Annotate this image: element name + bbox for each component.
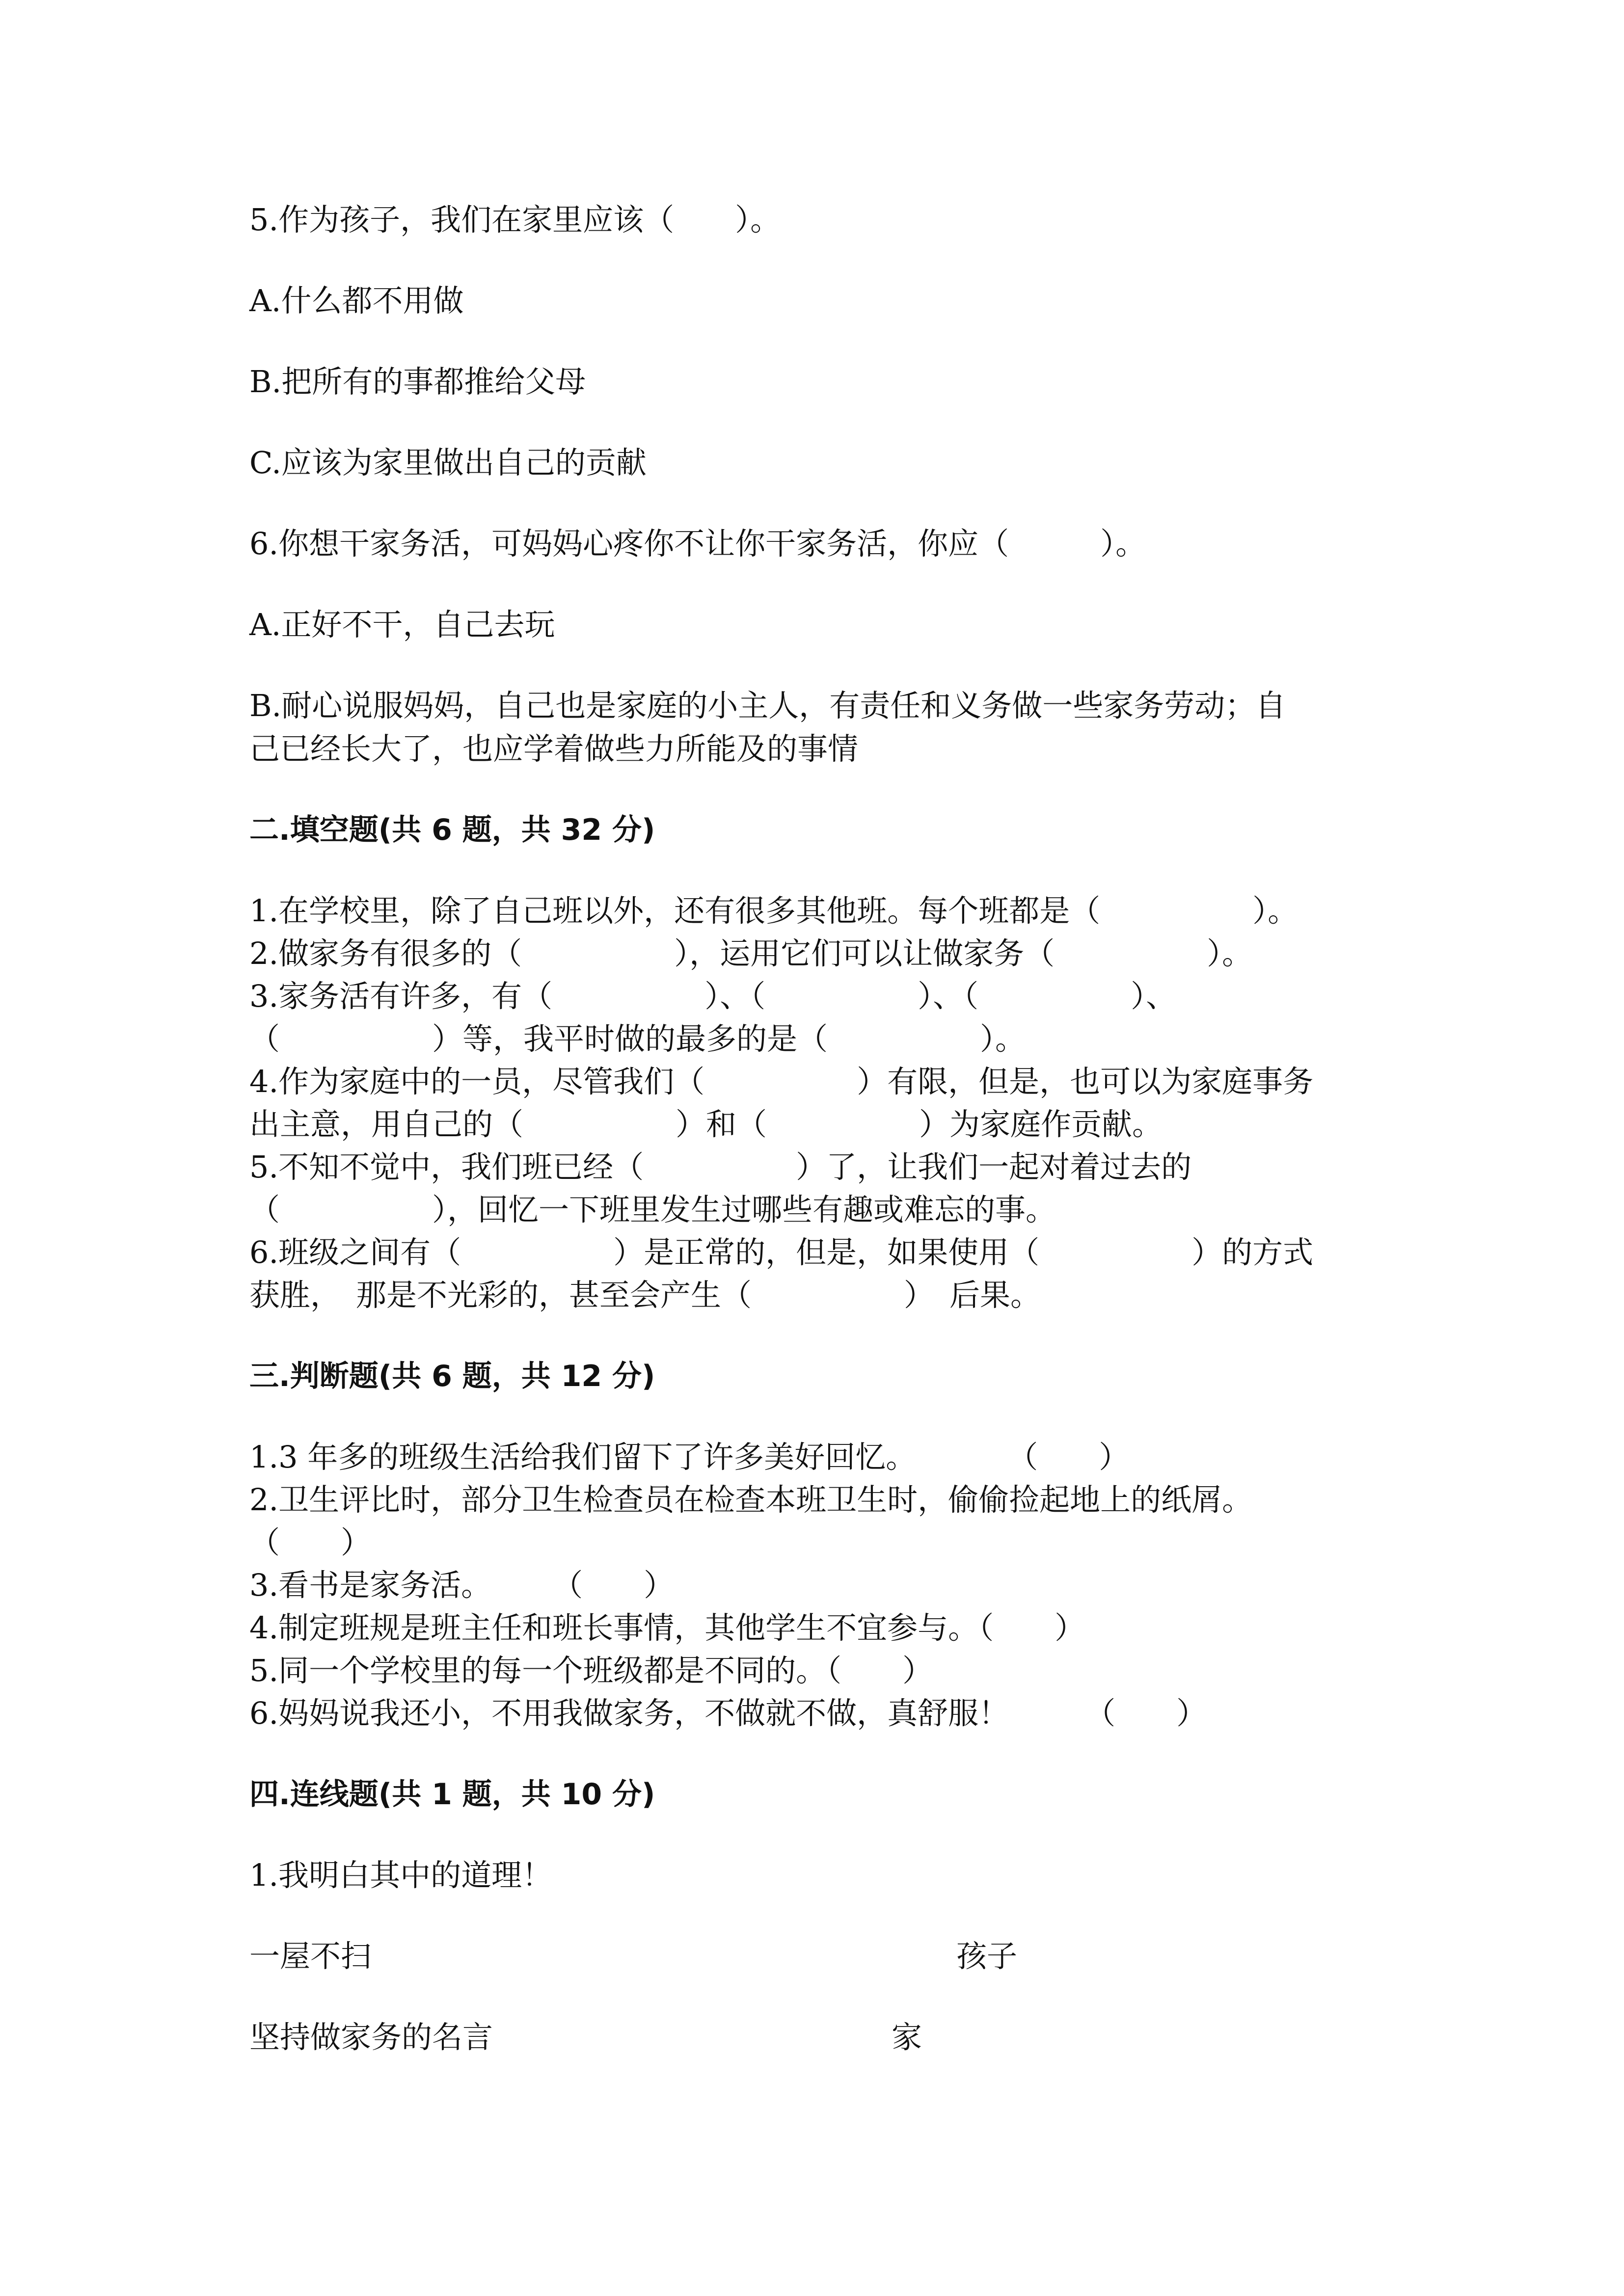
judge-line-6: 5.同一个学校里的每一个班级都是不同的。（ ） [249,1653,933,1688]
q6-option-a: A.正好不干，自己去玩 [249,607,555,642]
q6-option-b-line2: 己已经长大了，也应学着做些力所能及的事情 [249,731,859,767]
fill-line-8: （ ），回忆一下班里发生过哪些有趣或难忘的事。 [249,1192,1056,1228]
judge-line-1: 1.3 年多的班级生活给我们留下了许多美好回忆。 （ ） [249,1439,1130,1475]
q5-option-b: B.把所有的事都推给父母 [249,364,586,400]
fill-line-9: 6.班级之间有（ ）是正常的，但是，如果使用（ ）的方式 [249,1234,1314,1270]
section2-heading: 二.填空题(共 6 题，共 32 分) [249,813,655,847]
fill-line-3: 3.家务活有许多，有（ ）、（ ）、（ ）、 [249,978,1177,1014]
section3-heading: 三.判断题(共 6 题，共 12 分) [249,1359,655,1393]
fill-line-5: 4.作为家庭中的一员，尽管我们（ ）有限，但是，也可以为家庭事务 [249,1064,1314,1099]
fill-line-1: 1.在学校里，除了自己班以外，还有很多其他班。每个班都是（ ）。 [249,893,1299,929]
match-left-2: 坚持做家务的名言 [249,2019,493,2055]
judge-line-2: 2.卫生评比时，部分卫生检查员在检查本班卫生时，偷偷捡起地上的纸屑。 [249,1482,1253,1518]
q6-option-b-line1: B.耐心说服妈妈，自己也是家庭的小主人，有责任和义务做一些家务劳动；自 [249,688,1286,723]
fill-line-4: （ ）等，我平时做的最多的是（ ）。 [249,1021,1026,1057]
match-right-1: 孩子 [956,1938,1018,1974]
match-right-2: 家 [892,2019,922,2055]
judge-line-4: 3.看书是家务活。 （ ） [249,1567,675,1603]
match-left-1: 一屋不扫 [249,1938,372,1974]
section4-heading: 四.连线题(共 1 题，共 10 分) [249,1777,655,1812]
judge-line-7: 6.妈妈说我还小，不用我做家务，不做就不做，真舒服！ （ ） [249,1695,1207,1731]
match-question: 1.我明白其中的道理！ [249,1857,553,1893]
judge-line-3: （ ） [249,1524,372,1560]
q6-stem: 6.你想干家务活，可妈妈心疼你不让你干家务活，你应（ ）。 [249,526,1146,561]
fill-line-7: 5.不知不觉中，我们班已经（ ）了，让我们一起对着过去的 [249,1149,1192,1185]
fill-line-10: 获胜， 那是不光彩的，甚至会产生（ ） 后果。 [249,1277,1041,1313]
q5-option-a: A.什么都不用做 [249,283,464,319]
judge-line-5: 4.制定班规是班主任和班长事情，其他学生不宜参与。（ ） [249,1610,1085,1646]
fill-line-6: 出主意，用自己的（ ）和（ ）为家庭作贡献。 [249,1106,1163,1142]
q5-stem: 5.作为孩子，我们在家里应该（ ）。 [249,202,781,238]
q5-option-c: C.应该为家里做出自己的贡献 [249,445,647,481]
fill-line-2: 2.做家务有很多的（ ），运用它们可以让做家务（ ）。 [249,935,1253,971]
